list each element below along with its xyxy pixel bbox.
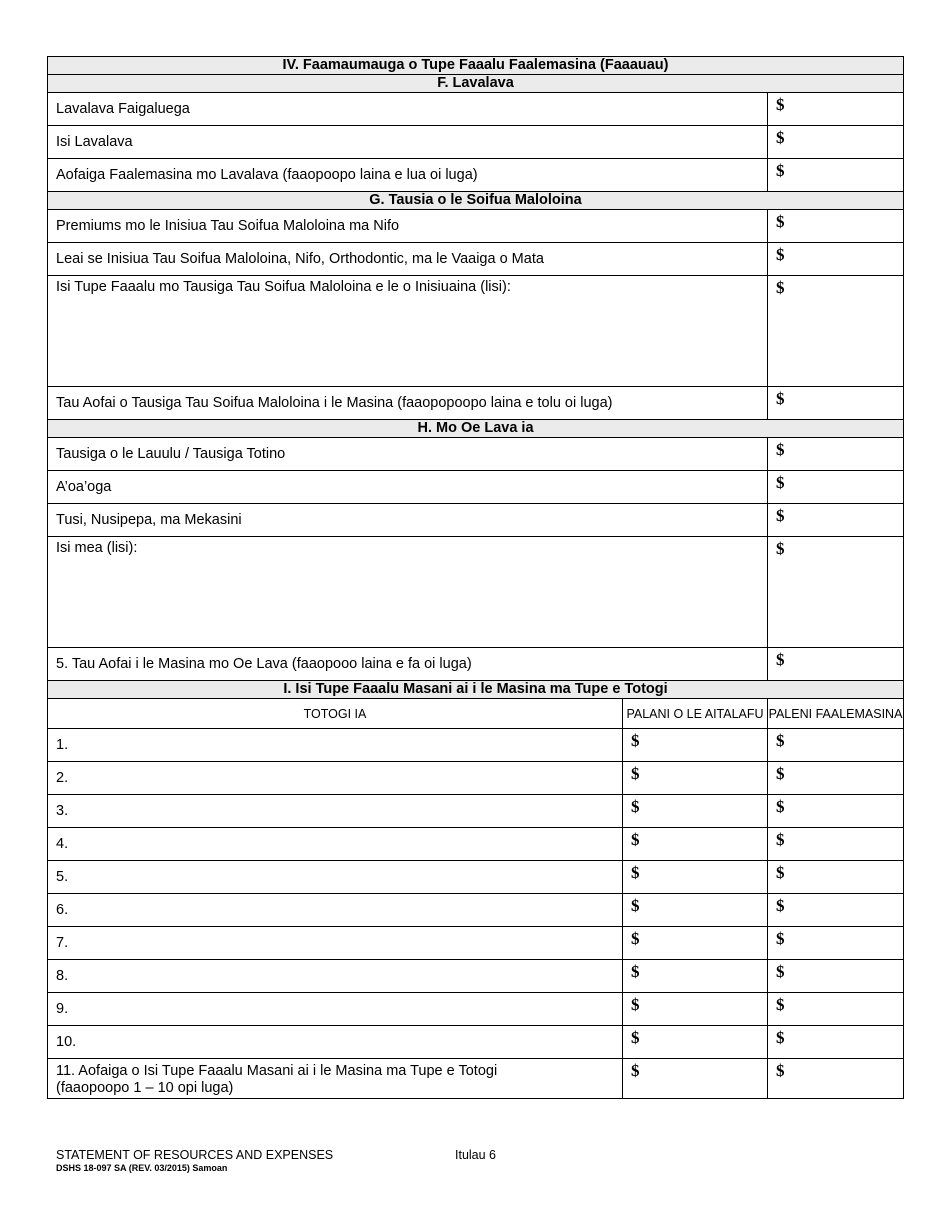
clothing-total-label: Aofaiga Faalemasina mo Lavalava (faaopoopo laina e lua oi luga) [48,159,768,192]
other-clothing-label: Isi Lavalava [48,126,768,159]
debt-row [48,828,904,861]
section-h-header: H. Mo Oe Lava ia [48,420,904,438]
debt-row-payee-field[interactable]: 10. [48,1026,623,1059]
debt-row-payee-field[interactable]: 6. [48,894,623,927]
debt-row-balance-field[interactable]: $ [623,861,768,894]
debt-row-payee-field[interactable]: 1. [48,729,623,762]
form-footer [56,1148,333,1173]
hair-care-amount-field[interactable]: $ [768,438,904,471]
section-iv-header: IV. Faamaumauga o Tupe Faaalu Faalemasina (Faaauau) [48,57,904,75]
debt-row-payment-field[interactable]: $ [768,894,904,927]
uninsured-health-amount-field[interactable]: $ [768,243,904,276]
education-label: A’oa’oga [48,471,768,504]
other-personal-list-field[interactable]: Isi mea (lisi): [48,537,768,648]
debt-total-label [48,1059,623,1099]
health-total-amount-field[interactable]: $ [768,387,904,420]
debt-total-line2: (faaopoopo 1 – 10 opi luga) [56,1080,234,1096]
debt-row [48,795,904,828]
debt-row [48,729,904,762]
books-amount-field[interactable]: $ [768,504,904,537]
debt-row-payment-field[interactable]: $ [768,927,904,960]
debt-row-balance-field[interactable]: $ [623,960,768,993]
hair-care-label: Tausiga o le Lauulu / Tausiga Totino [48,438,768,471]
debt-row-balance-field[interactable]: $ [623,729,768,762]
debt-row [48,960,904,993]
col-header-monthly-payment: PALENI FAALEMASINA [768,699,904,729]
debt-row-payment-field[interactable]: $ [768,762,904,795]
work-clothing-amount-field[interactable]: $ [768,93,904,126]
debt-row-balance-field[interactable]: $ [623,993,768,1026]
page-number: Itulau 6 [455,1148,497,1162]
debt-row-balance-field[interactable]: $ [623,1026,768,1059]
health-total-label: Tau Aofai o Tausiga Tau Soifua Maloloina i le Masina (faaopopoopo laina e tolu oi luga) [48,387,768,420]
col-header-balance-owed: PALANI O LE AITALAFU [623,699,768,729]
expenses-form-table [47,56,904,1099]
debt-row-payment-field[interactable]: $ [768,993,904,1026]
debt-row [48,993,904,1026]
section-f-header: F. Lavalava [48,75,904,93]
education-amount-field[interactable]: $ [768,471,904,504]
debt-total-balance-field[interactable]: $ [623,1059,768,1099]
col-header-payee: TOTOGI IA [48,699,623,729]
debt-row-payment-field[interactable]: $ [768,795,904,828]
section-g-header: G. Tausia o le Soifua Maloloina [48,192,904,210]
debt-row-payee-field[interactable]: 7. [48,927,623,960]
debt-row-payment-field[interactable]: $ [768,828,904,861]
debt-row-payment-field[interactable]: $ [768,1026,904,1059]
personal-total-label: 5. Tau Aofai i le Masina mo Oe Lava (faaopooo laina e fa oi luga) [48,648,768,681]
clothing-total-amount-field[interactable]: $ [768,159,904,192]
health-premiums-label: Premiums mo le Inisiua Tau Soifua Maloloina ma Nifo [48,210,768,243]
debt-row-balance-field[interactable]: $ [623,795,768,828]
health-premiums-amount-field[interactable]: $ [768,210,904,243]
debt-row [48,1026,904,1059]
debt-row-payment-field[interactable]: $ [768,960,904,993]
section-i-header: I. Isi Tupe Faaalu Masani ai i le Masina ma Tupe e Totogi [48,681,904,699]
debt-row [48,927,904,960]
debt-row [48,762,904,795]
form-code: DSHS 18-097 SA (REV. 03/2015) Samoan [56,1163,228,1173]
debt-row-balance-field[interactable]: $ [623,762,768,795]
other-clothing-amount-field[interactable]: $ [768,126,904,159]
debt-row-payment-field[interactable]: $ [768,729,904,762]
books-label: Tusi, Nusipepa, ma Mekasini [48,504,768,537]
other-personal-amount-field[interactable]: $ [768,537,904,648]
personal-total-amount-field[interactable]: $ [768,648,904,681]
debt-row-payee-field[interactable]: 5. [48,861,623,894]
uninsured-health-label: Leai se Inisiua Tau Soifua Maloloina, Nifo, Orthodontic, ma le Vaaiga o Mata [48,243,768,276]
debt-row-balance-field[interactable]: $ [623,828,768,861]
debt-total-payment-field[interactable]: $ [768,1059,904,1099]
form-title: STATEMENT OF RESOURCES AND EXPENSES [56,1148,334,1162]
debt-row-balance-field[interactable]: $ [623,894,768,927]
debt-row-payee-field[interactable]: 9. [48,993,623,1026]
other-health-list-field[interactable]: Isi Tupe Faaalu mo Tausiga Tau Soifua Maloloina e le o Inisiuaina (lisi): [48,276,768,387]
debt-row-balance-field[interactable]: $ [623,927,768,960]
debt-row-payee-field[interactable]: 8. [48,960,623,993]
debt-row-payee-field[interactable]: 2. [48,762,623,795]
work-clothing-label: Lavalava Faigaluega [48,93,768,126]
debt-row-payee-field[interactable]: 4. [48,828,623,861]
debt-row [48,861,904,894]
debt-row-payment-field[interactable]: $ [768,861,904,894]
debt-total-line1: 11. Aofaiga o Isi Tupe Faaalu Masani ai i le Masina ma Tupe e Totogi [56,1063,498,1079]
debt-row [48,894,904,927]
other-health-amount-field[interactable]: $ [768,276,904,387]
debt-row-payee-field[interactable]: 3. [48,795,623,828]
